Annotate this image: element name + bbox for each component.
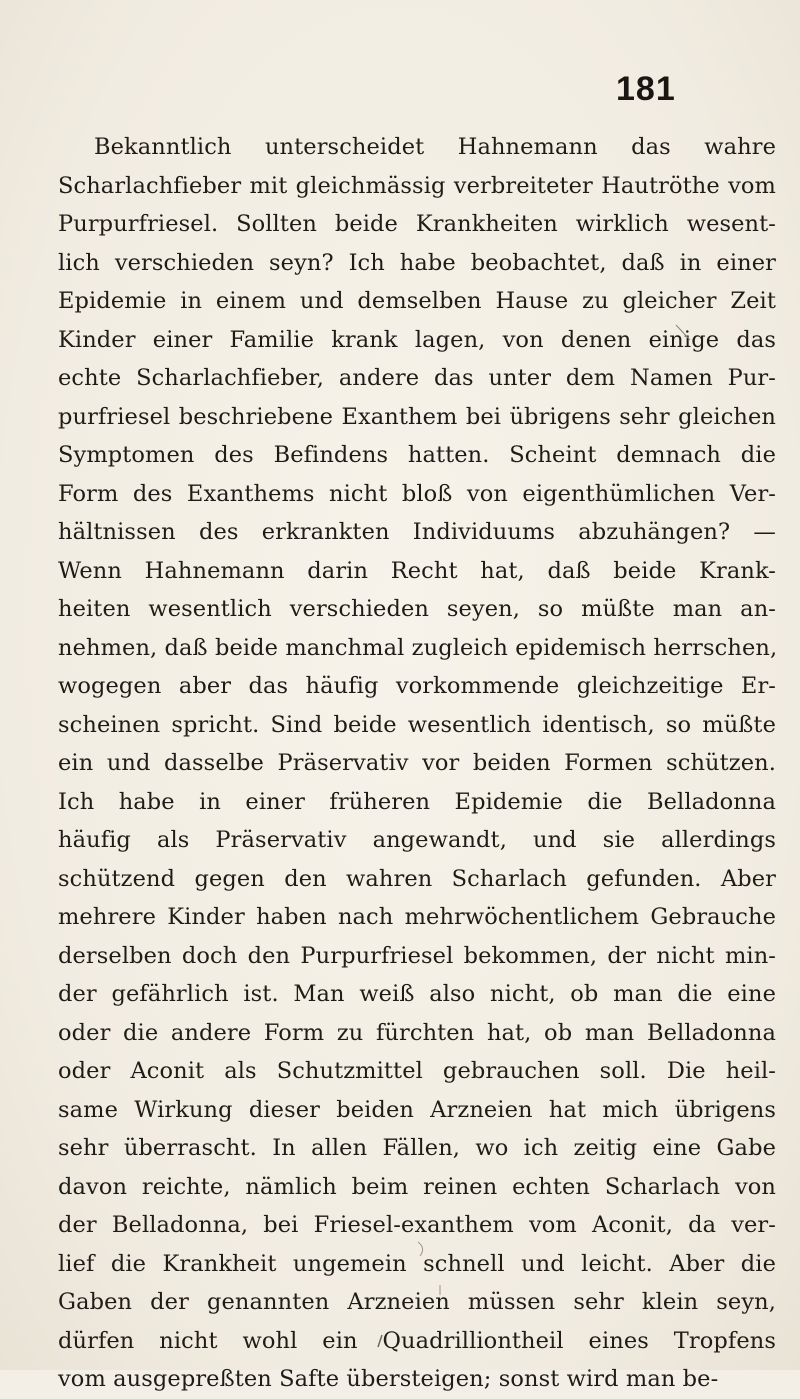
text-line: nehmen, daß beide manchmal zugleich epidemisch herrschen, <box>58 634 778 661</box>
text-line: vom ausgepreßten Safte übersteigen; sonst wird man be- <box>58 1366 719 1392</box>
text-line: häufig als Präservativ angewandt, und sie allerdings <box>58 827 776 853</box>
text-line: sehr überrascht. In allen Fällen, wo ich zeitig eine Gabe <box>58 1135 776 1161</box>
body-text <box>58 128 776 1399</box>
text-line: Symptomen des Befindens hatten. Scheint demnach die <box>58 442 776 468</box>
text-line: Purpurfriesel. Sollten beide Krankheiten wirklich wesent- <box>58 211 776 237</box>
text-line: Scharlachfieber mit gleichmässig verbreiteter Hautröthe vom <box>58 172 776 199</box>
text-line: Epidemie in einem und demselben Hause zu gleicher Zeit <box>58 288 776 314</box>
text-line: scheinen spricht. Sind beide wesentlich identisch, so müßte <box>58 711 776 738</box>
text-line: Gaben der genannten Arzneien müssen sehr klein seyn, <box>58 1289 776 1315</box>
text-line: Wenn Hahnemann darin Recht hat, daß beide Krank- <box>58 557 776 584</box>
text-line: heiten wesentlich verschieden seyen, so müßte man an- <box>58 596 776 622</box>
text-line: Bekanntlich unterscheidet Hahnemann das wahre <box>94 134 776 160</box>
text-line: lief die Krankheit ungemein schnell und leicht. Aber die <box>58 1250 776 1277</box>
text-line: oder die andere Form zu fürchten hat, ob man Belladonna <box>58 1019 776 1046</box>
text-line: Ich habe in einer früheren Epidemie die Belladonna <box>58 788 776 815</box>
text-line: derselben doch den Purpurfriesel bekommen, der nicht min- <box>58 942 776 969</box>
text-line: dürfen nicht wohl ein Quadrilliontheil eines Tropfens <box>58 1327 776 1354</box>
text-line: der gefährlich ist. Man weiß also nicht, ob man die eine <box>58 981 776 1007</box>
page-number: 181 <box>616 70 676 108</box>
text-line: der Belladonna, bei Friesel-exanthem vom Aconit, da ver- <box>58 1212 776 1238</box>
text-line: Form des Exanthems nicht bloß von eigenthümlichen Ver- <box>58 480 776 507</box>
text-line: lich verschieden seyn? Ich habe beobachtet, daß in einer <box>58 249 776 276</box>
text-line: same Wirkung dieser beiden Arzneien hat mich übrigens <box>58 1096 776 1123</box>
text-line: Kinder einer Familie krank lagen, von denen einige das <box>58 326 776 353</box>
text-line: oder Aconit als Schutzmittel gebrauchen soll. Die heil- <box>58 1058 776 1084</box>
text-line: schützend gegen den wahren Scharlach gefunden. Aber <box>58 865 776 892</box>
text-line: mehrere Kinder haben nach mehrwöchentlichem Gebrauche <box>58 904 776 930</box>
text-line: hältnissen des erkrankten Individuums abzuhängen? — <box>58 519 776 545</box>
text-line: echte Scharlachfieber, andere das unter dem Namen Pur- <box>58 365 776 391</box>
text-line: wogegen aber das häufig vorkommende gleichzeitige Er- <box>58 673 776 699</box>
text-line: davon reichte, nämlich beim reinen echten Scharlach von <box>58 1173 776 1200</box>
text-line: ein und dasselbe Präservativ vor beiden Formen schützen. <box>58 750 776 776</box>
text-line: purfriesel beschriebene Exanthem bei übrigens sehr gleichen <box>58 403 776 430</box>
